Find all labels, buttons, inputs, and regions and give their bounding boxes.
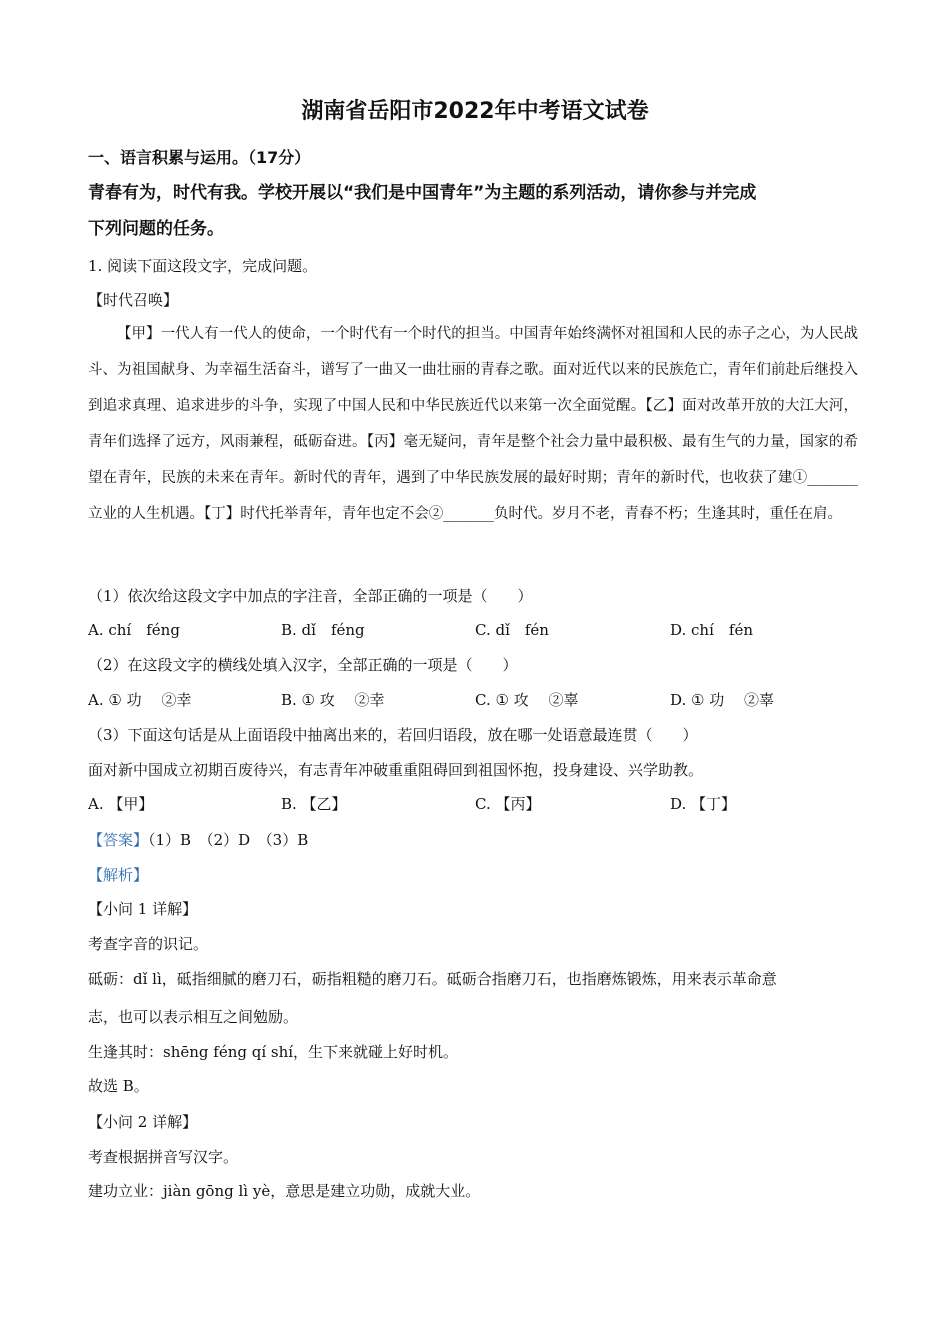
analysis-tag: 【解析】 bbox=[88, 866, 149, 884]
section-heading: 一、语言积累与运用。（17分） bbox=[88, 148, 311, 167]
detail-2-tag: 【小问 2 详解】 bbox=[88, 1113, 198, 1131]
option-d: D. 【丁】 bbox=[670, 795, 737, 813]
extracted-sentence: 面对新中国成立初期百废待兴，有志青年冲破重重阻碍回到祖国怀抱，投身建设、兴学助教。 bbox=[88, 761, 704, 779]
answer-tag: 【答案】 bbox=[88, 831, 149, 849]
option-b: B. ① 攻 ②幸 bbox=[281, 691, 385, 709]
option-c: C. dǐ fén bbox=[475, 621, 549, 639]
section-intro-line-1: 青春有为，时代有我。学校开展以“我们是中国青年”为主题的系列活动，请你参与并完成 bbox=[88, 183, 757, 203]
detail-2-line: 建功立业：jiàn gōng lì yè，意思是建立功勋，成就大业。 bbox=[88, 1182, 481, 1200]
detail-1-tag: 【小问 1 详解】 bbox=[88, 900, 198, 918]
question-stem: 1. 阅读下面这段文字，完成问题。 bbox=[88, 257, 318, 275]
sub-question-1: （1）依次给这段文字中加点的字注音，全部正确的一项是（ ） bbox=[88, 587, 533, 605]
section-intro-line-2: 下列问题的任务。 bbox=[88, 219, 224, 239]
detail-1-line: 考查字音的识记。 bbox=[88, 935, 209, 953]
option-c: C. ① 攻 ②辜 bbox=[475, 691, 579, 709]
option-b: B. 【乙】 bbox=[281, 795, 347, 813]
passage-text: 【甲】一代人有一代人的使命，一个时代有一个时代的担当。中国青年始终满怀对祖国和人民的赤子之心，为人民战斗、为祖国献身、为幸福生活奋斗，谱写了一曲又一曲壮丽的青春之歌。面对近代以来的民族危亡，青年们前赴后继投入到追求真理、追求进步的斗争，实现了中国人民和中华民族近代以来第一次全面觉醒。【乙】面对改革开放的大江大河，青年们选择了远方，风雨兼程，砥砺奋进。【丙】毫无疑问，青年是整个社会力量中最积极、最有生气的力量，国家的希望在青年，民族的未来在青年。新时代的青年，遇到了中华民族发展的最好时期；青年的新时代，也收获了建①_______立业的人生机遇。【丁】时代托举青年，青年也定不会②_______负时代。岁月不老，青春不朽；生逢其时，重任在肩。 bbox=[88, 326, 858, 522]
answer-line bbox=[88, 830, 308, 850]
detail-1-line: 志，也可以表示相互之间勉励。 bbox=[88, 1008, 299, 1026]
option-c: C. 【丙】 bbox=[475, 795, 541, 813]
detail-1-line: 生逢其时：shēng féng qí shí，生下来就碰上好时机。 bbox=[88, 1043, 459, 1061]
option-d: D. chí fén bbox=[670, 621, 753, 639]
option-a: A. ① 功 ②幸 bbox=[88, 691, 192, 709]
answer-text: （1）B （2）D （3）B bbox=[148, 831, 309, 849]
option-d: D. ① 功 ②辜 bbox=[670, 691, 775, 709]
detail-1-line: 砥砺：dǐ lì，砥指细腻的磨刀石，砺指粗糙的磨刀石。砥砺合指磨刀石，也指磨炼锻炼，用来表示革命意 bbox=[88, 970, 777, 988]
page-title: 湖南省岳阳市2022年中考语文试卷 bbox=[301, 99, 649, 124]
sub-question-3: （3）下面这句话是从上面语段中抽离出来的，若回归语段，放在哪一处语意最连贯（ ） bbox=[88, 726, 698, 744]
option-a: A. 【甲】 bbox=[88, 795, 154, 813]
option-a: A. chí féng bbox=[88, 621, 180, 639]
sub-question-2: （2）在这段文字的横线处填入汉字，全部正确的一项是（ ） bbox=[88, 656, 518, 674]
reading-passage bbox=[88, 316, 858, 532]
detail-2-line: 考查根据拼音写汉字。 bbox=[88, 1148, 239, 1166]
option-b: B. dǐ féng bbox=[281, 621, 365, 639]
detail-1-line: 故选 B。 bbox=[88, 1077, 149, 1095]
passage-section-tag: 【时代召唤】 bbox=[88, 291, 179, 309]
